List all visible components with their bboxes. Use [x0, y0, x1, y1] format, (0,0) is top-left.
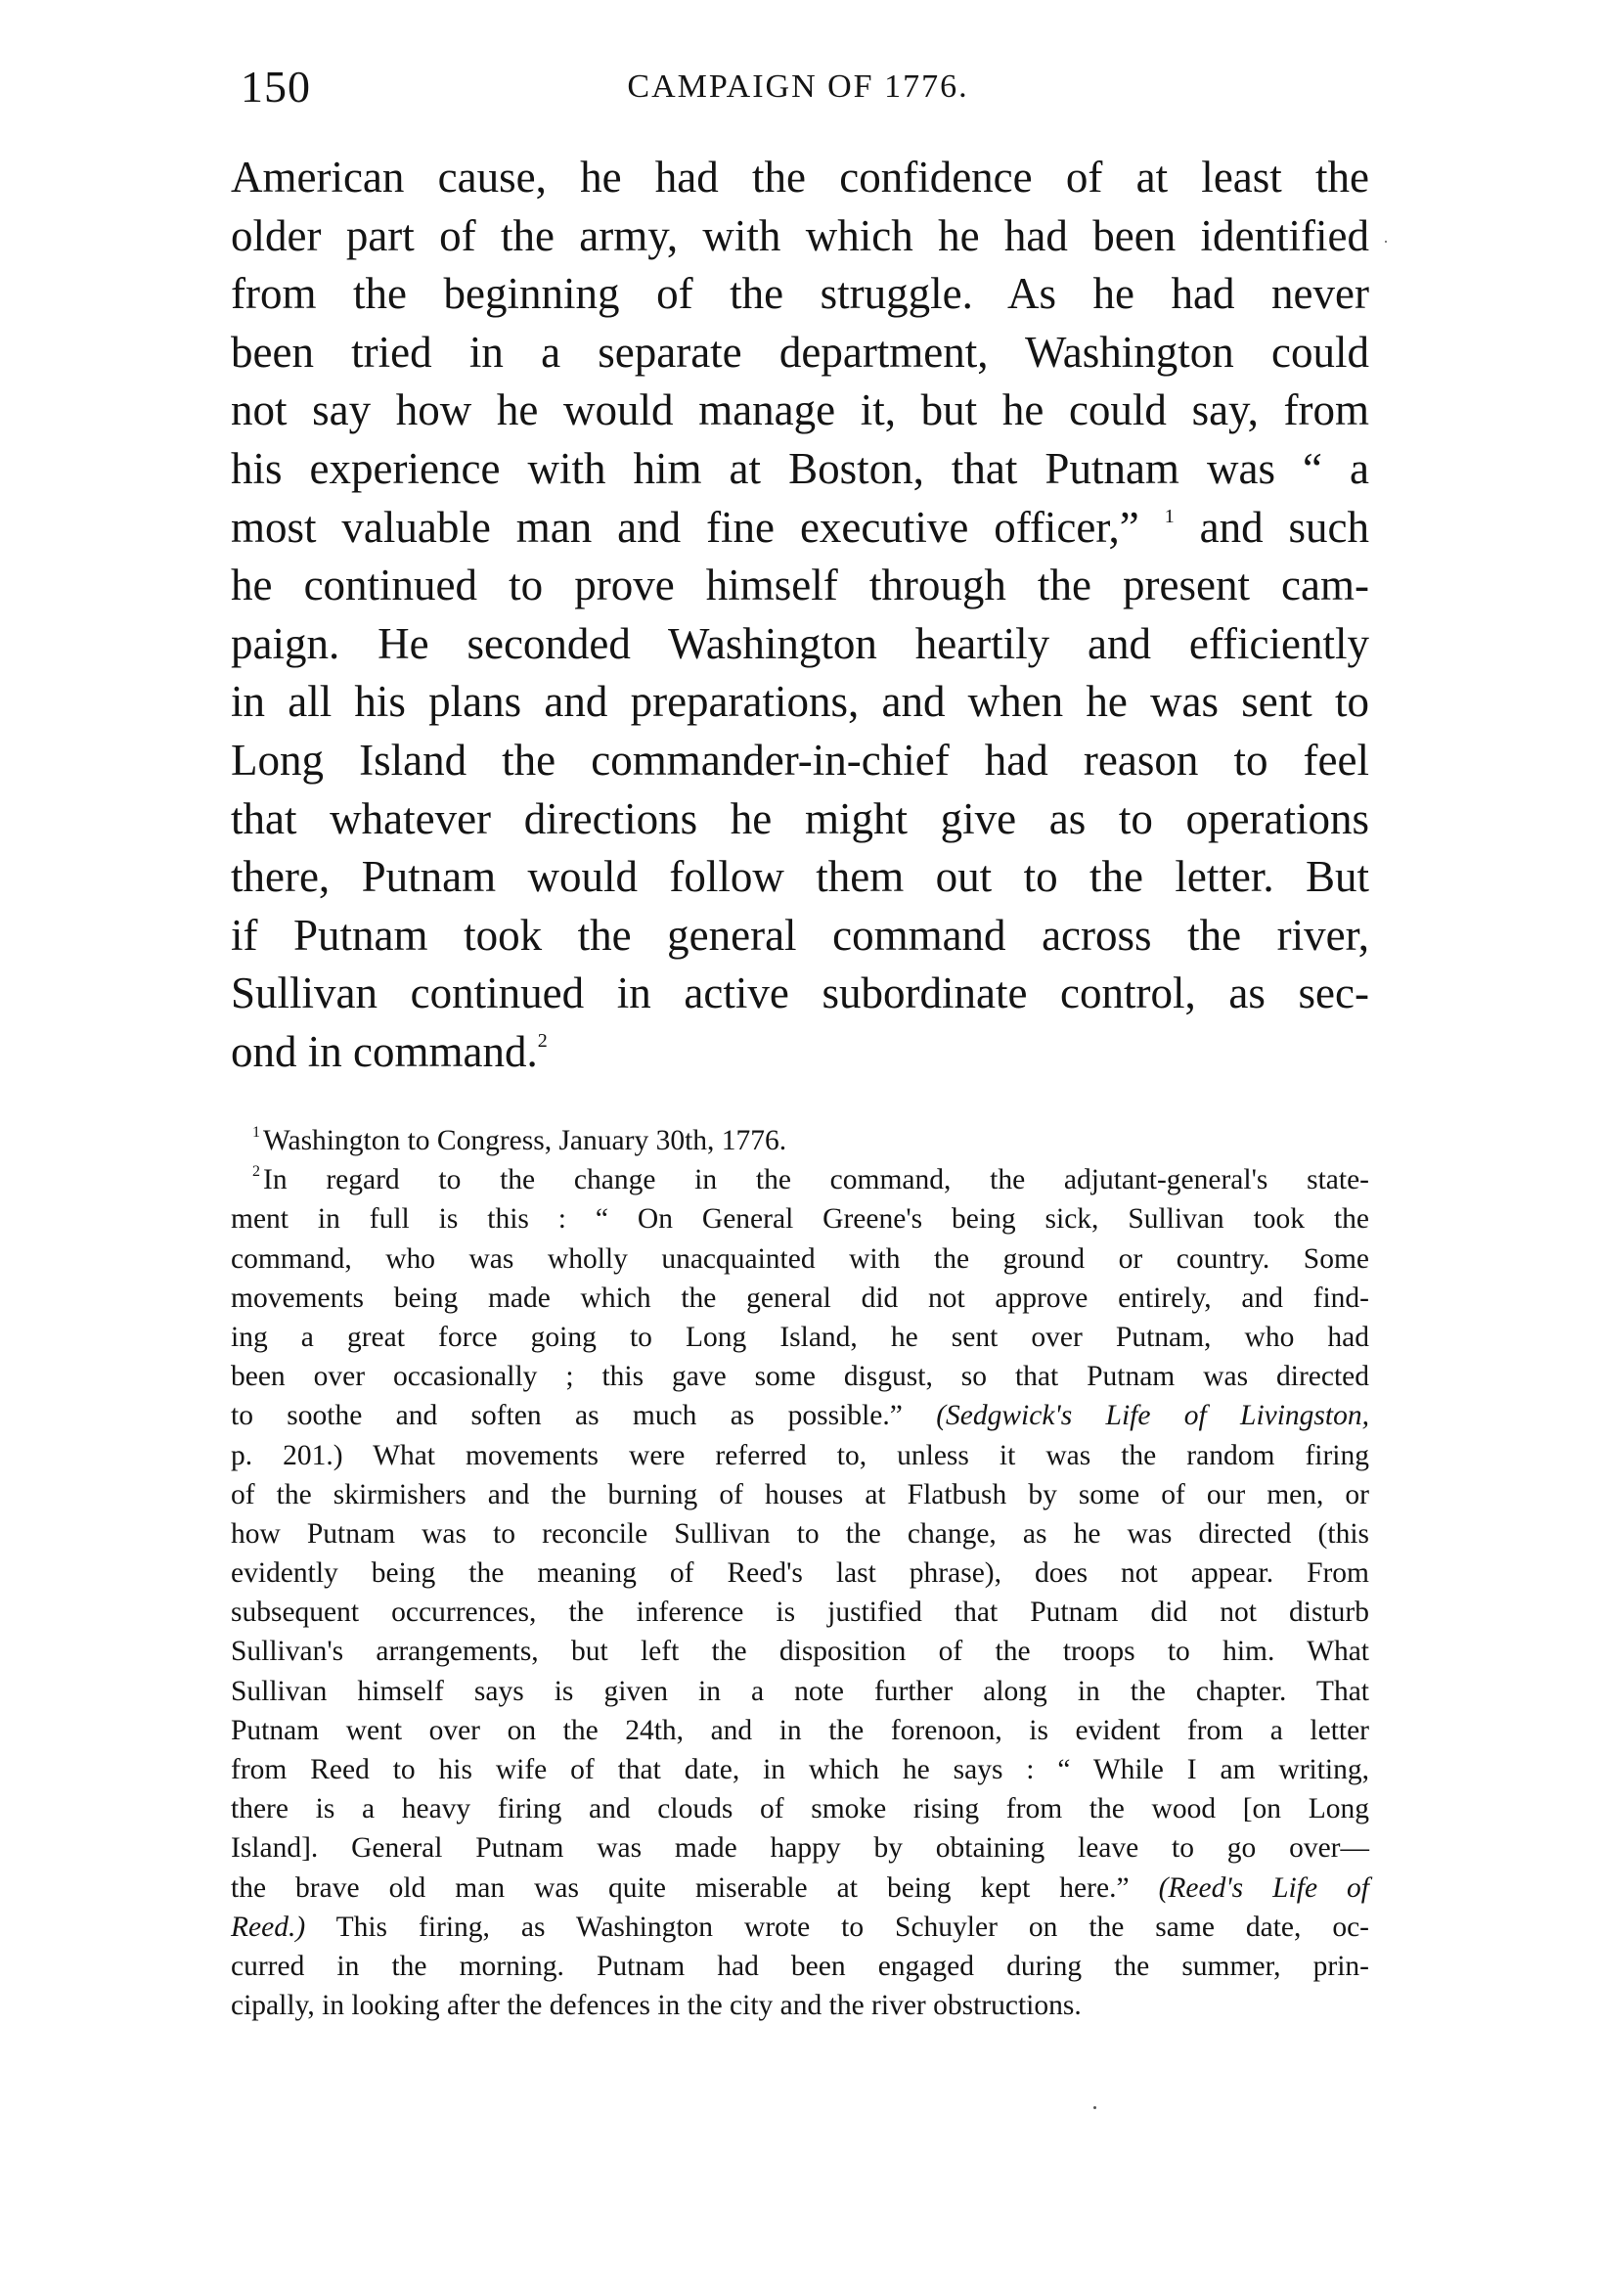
body-line: older part of the army, with which he had been identified	[231, 210, 1369, 260]
citation: (Reed's Life of	[1158, 1871, 1369, 1904]
body-line: his experience with him at Boston, that Putnam was “ a	[231, 443, 1369, 493]
ink-speck	[1093, 2106, 1096, 2109]
body-line: from the beginning of the struggle. As he had never	[231, 269, 1369, 319]
footnote-line: Island]. General Putnam was made happy by obtaining leave to go over—	[231, 1832, 1369, 1865]
footnote-line-text: In regard to the change in the command, the adjutant-general's state-	[263, 1164, 1369, 1196]
body-line-text: and such	[1199, 502, 1370, 552]
body-line: Sullivan continued in active subordinate control, as sec-	[231, 968, 1369, 1018]
footnote-line-text: This firing, as Washington wrote to Schuyler on the same date, oc-	[335, 1911, 1370, 1943]
body-line: been tried in a separate department, Washington could	[231, 327, 1369, 377]
ink-speck	[1385, 241, 1387, 243]
footnote-ref-1: 1	[1164, 505, 1175, 527]
body-line: paign. He seconded Washington heartily and efficiently	[231, 618, 1369, 668]
footnote-line-text: to soothe and soften as much as possible.”	[231, 1400, 903, 1432]
body-line	[231, 499, 1369, 558]
footnote-line: been over occasionally ; this gave some disgust, so that Putnam was directed	[231, 1361, 1369, 1393]
body-line: that whatever directions he might give as to operations	[231, 793, 1369, 843]
citation: Reed.)	[231, 1911, 306, 1943]
footnotes	[231, 1121, 1369, 2025]
footnote-line	[231, 1160, 1369, 1199]
body-line: if Putnam took the general command across the river,	[231, 910, 1369, 960]
footnote-line: of the skirmishers and the burning of houses at Flatbush by some of our men, or	[231, 1478, 1369, 1510]
footnote-line	[231, 1121, 1369, 1160]
footnote-line: p. 201.) What movements were referred to, unless it was the random firing	[231, 1439, 1369, 1471]
body-line: he continued to prove himself through the present cam-	[231, 561, 1369, 610]
running-head: CAMPAIGN OF 1776.	[627, 68, 969, 105]
citation: (Sedgwick's Life of Livingston,	[936, 1400, 1369, 1432]
footnote-line: ment in full is this : “ On General Greene's being sick, Sullivan took the	[231, 1203, 1369, 1236]
footnote-line: evidently being the meaning of Reed's last phrase), does not appear. From	[231, 1557, 1369, 1590]
footnote-line	[231, 1908, 1369, 1947]
footnote-line: curred in the morning. Putnam had been engaged during the summer, prin-	[231, 1950, 1369, 1982]
page-header	[231, 61, 1365, 110]
footnote-line	[231, 1868, 1369, 1908]
footnote-line-text: the brave old man was quite miserable at being kept here.”	[231, 1871, 1130, 1904]
footnote-line: movements being made which the general did not approve entirely, and find-	[231, 1282, 1369, 1314]
footnote-line	[231, 1396, 1369, 1435]
body-line-text: ond in command.	[231, 1026, 538, 1076]
footnote-line: ing a great force going to Long Island, he sent over Putnam, who had	[231, 1321, 1369, 1353]
body-text	[231, 149, 1369, 1082]
footnote-line: Sullivan himself says is given in a note further along in the chapter. That	[231, 1675, 1369, 1707]
body-line: in all his plans and preparations, and when he was sent to	[231, 677, 1369, 727]
body-line: not say how he would manage it, but he could say, from	[231, 385, 1369, 435]
footnote-line: cipally, in looking after the defences in the city and the river obstructions.	[231, 1990, 1082, 2022]
footnote-line: Sullivan's arrangements, but left the disposition of the troops to him. What	[231, 1636, 1369, 1668]
footnote-2	[231, 1160, 1369, 2025]
footnote-line: how Putnam was to reconcile Sullivan to the change, as he was directed (this	[231, 1517, 1369, 1550]
footnote-1	[231, 1121, 1369, 1160]
body-line: there, Putnam would follow them out to the letter. But	[231, 852, 1369, 902]
body-line-text: most valuable man and fine executive officer,”	[231, 502, 1139, 552]
footnote-line: command, who was wholly unacquainted with the ground or country. Some	[231, 1242, 1369, 1275]
footnote-line: Putnam went over on the 24th, and in the forenoon, is evident from a letter	[231, 1714, 1369, 1746]
footnote-line: subsequent occurrences, the inference is justified that Putnam did not disturb	[231, 1597, 1369, 1629]
footnote-line-text: Washington to Congress, January 30th, 1776.	[263, 1125, 787, 1156]
body-line: Long Island the commander-in-chief had reason to feel	[231, 735, 1369, 785]
footnote-marker: 2	[252, 1163, 260, 1181]
body-line	[231, 1023, 1369, 1082]
footnote-ref-2: 2	[537, 1029, 548, 1052]
page-number: 150	[241, 62, 311, 112]
body-line: American cause, he had the confidence of at least the	[231, 153, 1369, 202]
footnote-line: from Reed to his wife of that date, in which he says : “ While I am writing,	[231, 1754, 1369, 1785]
footnote-marker: 1	[252, 1124, 260, 1141]
footnote-line: there is a heavy firing and clouds of smoke rising from the wood [on Long	[231, 1793, 1369, 1825]
